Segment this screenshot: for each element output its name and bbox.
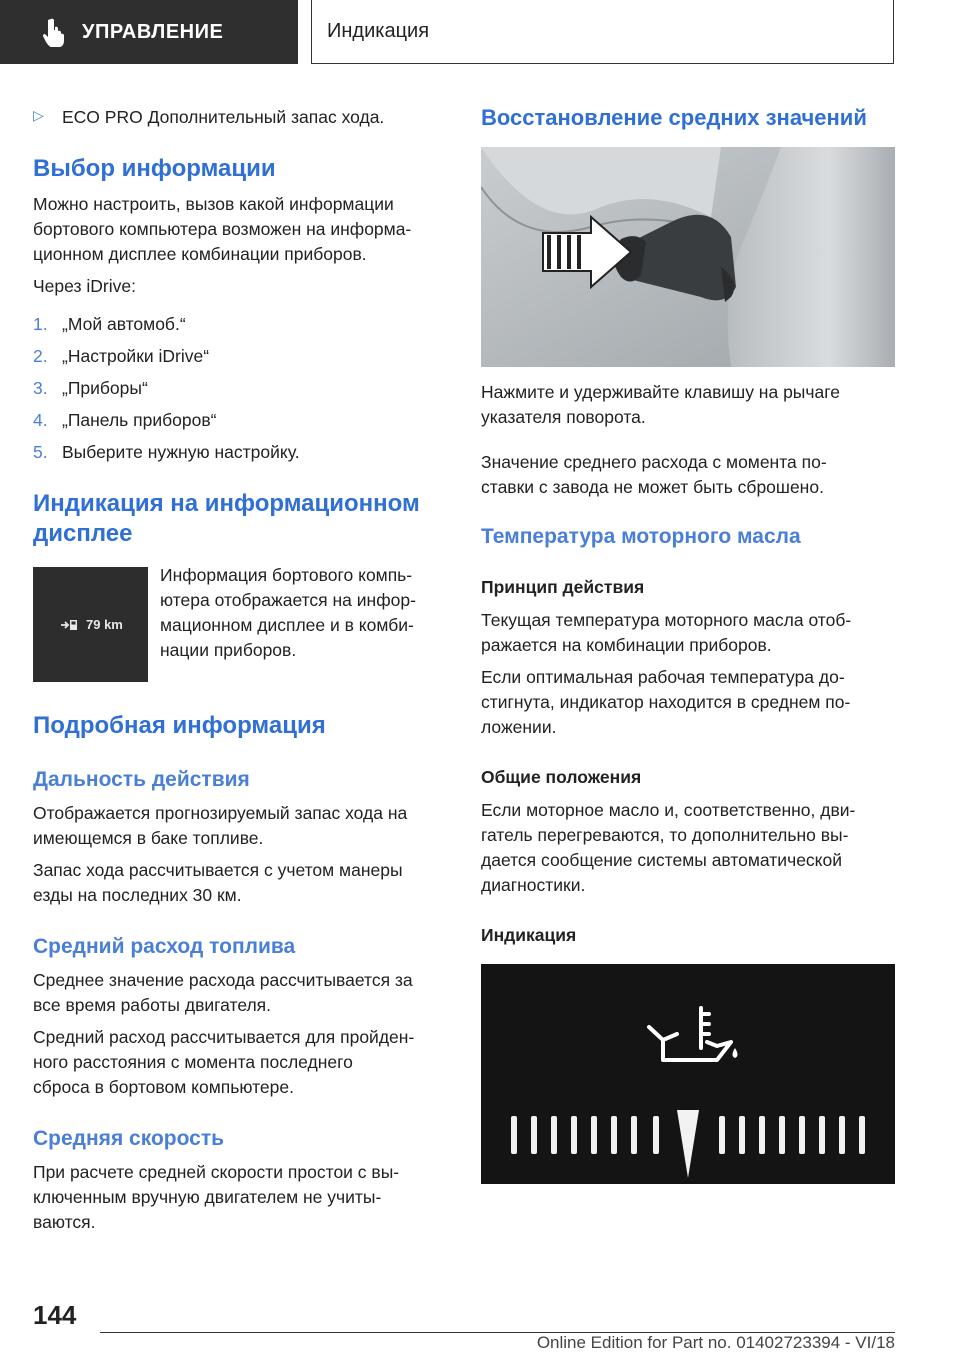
text-line: ционном дисплее комбинации приборов.	[33, 244, 367, 264]
choice-paragraph	[33, 192, 411, 267]
bullet-item	[33, 107, 385, 127]
triangle-bullet-icon: ▷	[33, 107, 44, 123]
text-line: ного расстояния с момента последнего	[33, 1052, 353, 1072]
step-number: 1.	[33, 314, 48, 334]
text-line: Нажмите и удерживайте клавишу на рычаге	[481, 382, 840, 402]
scale-tick	[799, 1116, 805, 1154]
heading-general: Общие положения	[481, 767, 642, 787]
text-line: Через iDrive:	[33, 276, 136, 296]
step-number: 2.	[33, 346, 48, 366]
text-line: бортового компьютера возможен на информа‐	[33, 219, 412, 239]
text-line: Если оптимальная рабочая температура до‐	[481, 667, 845, 687]
heading-line: дисплее	[33, 520, 133, 547]
text-line: При расчете средней скорости простои с вы‐	[33, 1162, 400, 1182]
range-paragraph-1	[33, 801, 407, 851]
bullet-text: ECO PRO Дополнительный запас хода.	[62, 107, 385, 127]
text-line: Средний расход рассчитывается для пройден‐	[33, 1027, 415, 1047]
text-line: гатель перегреваются, то дополнительно вы‐	[481, 825, 849, 845]
text-line: Отображается прогнозируемый запас хода на	[33, 803, 408, 823]
text-line: ваются.	[33, 1212, 96, 1232]
text-line: Можно настроить, вызов какой информации	[33, 194, 394, 214]
text-line: Запас хода рассчитывается с учетом манеры	[33, 860, 403, 880]
scale-tick	[839, 1116, 845, 1154]
step-number: 5.	[33, 442, 48, 462]
text-line: нации приборов.	[160, 640, 297, 660]
heading-range: Дальность действия	[33, 768, 250, 791]
heading-indication: Индикация	[481, 925, 577, 945]
general-paragraph	[481, 798, 855, 898]
text-line: ютера отображается на инфор‐	[160, 590, 416, 610]
text-line: имеющемся в баке топливе.	[33, 828, 264, 848]
oil-temperature-gauge-image	[481, 964, 895, 1184]
text-line: дается сообщение системы автоматической	[481, 850, 843, 870]
step-number: 3.	[33, 378, 48, 398]
scale-tick	[531, 1116, 537, 1154]
text-line: Если моторное масло и, соответственно, дви‐	[481, 800, 856, 820]
text-line: ставки с завода не может быть сброшено.	[481, 477, 824, 497]
text-line: ложении.	[481, 717, 557, 737]
scale-tick	[631, 1116, 637, 1154]
range-value: 79 km	[86, 617, 123, 632]
avg-consumption-paragraph-2	[33, 1025, 414, 1100]
text-line: ключенным вручную двигателем не учиты‐	[33, 1187, 382, 1207]
scale-tick	[859, 1116, 865, 1154]
scale-tick	[779, 1116, 785, 1154]
steps-list	[33, 314, 445, 474]
scale-tick	[571, 1116, 577, 1154]
scale-tick	[719, 1116, 725, 1154]
edition-text: Online Edition for Part no. 01402723394 - VI/18	[536, 1333, 895, 1352]
heading-display	[33, 489, 453, 549]
text-line: Значение среднего расхода с момента по‐	[481, 452, 827, 472]
text-line: езды на последних 30 км.	[33, 885, 242, 905]
text-line: мационном дисплее и в комби‐	[160, 615, 414, 635]
chapter-tab	[311, 0, 894, 64]
text-line: Среднее значение расхода рассчитывается за	[33, 970, 413, 990]
text-line: диагностики.	[481, 875, 586, 895]
heading-reset: Восстановление средних значений	[481, 105, 867, 130]
section-tab	[0, 0, 298, 64]
section-title: УПРАВЛЕНИЕ	[82, 20, 224, 43]
display-image	[33, 567, 148, 682]
step-text: „Приборы“	[62, 378, 148, 398]
text-line: Текущая температура моторного масла отоб‐	[481, 610, 852, 630]
text-line: все время работы двигателя.	[33, 995, 272, 1015]
reset-paragraph-2	[481, 450, 827, 500]
text-line: ражается на комбинации приборов.	[481, 635, 772, 655]
step-text: Выберите нужную настройку.	[62, 442, 300, 462]
text-line: сброса в бортовом компьютере.	[33, 1077, 294, 1097]
turn-signal-lever-image	[481, 147, 895, 367]
heading-oil-temperature: Температура моторного масла	[481, 525, 801, 548]
step-text: „Панель приборов“	[62, 410, 217, 430]
idrive-paragraph	[33, 274, 136, 299]
scale-tick	[551, 1116, 557, 1154]
hand-pointer-icon	[42, 17, 68, 47]
scale-tick	[511, 1116, 517, 1154]
avg-speed-paragraph	[33, 1160, 399, 1235]
heading-choice: Выбор информации	[33, 155, 276, 182]
heading-principle: Принцип действия	[481, 577, 645, 597]
scale-tick	[759, 1116, 765, 1154]
avg-consumption-paragraph-1	[33, 968, 413, 1018]
heading-line: Индикация на информационном	[33, 490, 420, 517]
scale-tick	[739, 1116, 745, 1154]
step-text: „Мой автомоб.“	[62, 314, 186, 334]
display-paragraph	[160, 563, 416, 663]
heading-details: Подробная информация	[33, 712, 326, 739]
text-line: указателя поворота.	[481, 407, 646, 427]
step-text: „Настройки iDrive“	[62, 346, 210, 366]
reset-paragraph-1	[481, 380, 840, 430]
fuel-range-icon	[60, 618, 80, 632]
principle-paragraph-2	[481, 665, 850, 740]
scale-tick	[611, 1116, 617, 1154]
scale-tick	[819, 1116, 825, 1154]
text-line: стигнута, индикатор находится в среднем по‐	[481, 692, 851, 712]
chapter-title: Индикация	[327, 20, 430, 42]
range-readout	[60, 617, 123, 632]
scale-tick	[653, 1116, 659, 1154]
step-number: 4.	[33, 410, 48, 430]
text-line: Информация бортового компь‐	[160, 565, 413, 585]
scale-tick	[591, 1116, 597, 1154]
range-paragraph-2	[33, 858, 403, 908]
heading-avg-consumption: Средний расход топлива	[33, 935, 296, 958]
page-number: 144	[33, 1300, 77, 1330]
principle-paragraph-1	[481, 608, 851, 658]
heading-avg-speed: Средняя скорость	[33, 1127, 225, 1150]
